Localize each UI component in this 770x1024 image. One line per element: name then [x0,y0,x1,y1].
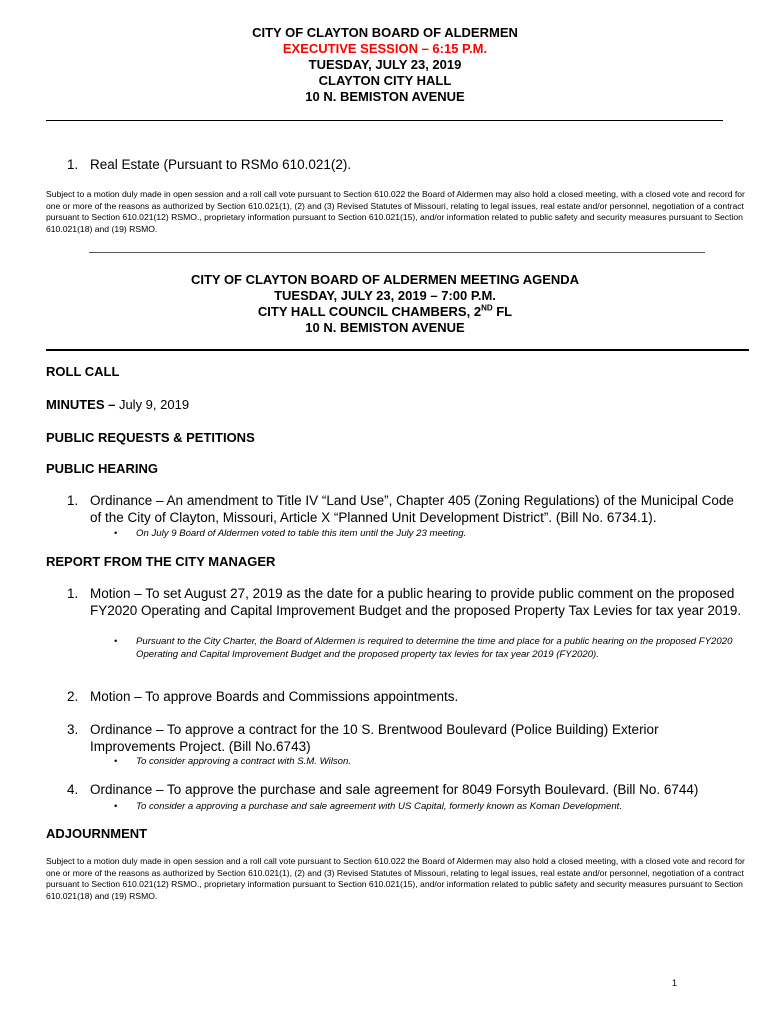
exec-date: TUESDAY, JULY 23, 2019 [308,57,462,72]
exec-location: CLAYTON CITY HALL [318,73,452,88]
public-hearing-item [67,493,747,526]
city-manager-note [114,756,744,769]
bullet-icon: • [114,801,118,812]
note-text: On July 9 Board of Aldermen voted to table this item until the July 23 meeting. [136,528,467,539]
city-manager-item [67,586,747,619]
item-text: Ordinance – An amendment to Title IV “Land Use”, Chapter 405 (Zoning Regulations) of the Municipal Code of the City of Clayton, Missouri, Article X “Planned Unit Development District”. (Bill No. 6734.1). [90,493,734,525]
city-manager-item [67,689,747,706]
public-requests-heading: PUBLIC REQUESTS & PETITIONS [46,430,255,445]
item-text: Ordinance – To approve a contract for the 10 S. Brentwood Boulevard (Police Building) Exterior Improvements Project. (Bill No.6743) [90,722,659,754]
item-text: Motion – To approve Boards and Commissions appointments. [90,689,459,704]
exec-address: 10 N. BEMISTON AVENUE [305,89,465,104]
city-manager-item [67,782,747,799]
minutes-heading [46,397,189,412]
bullet-icon: • [114,636,118,647]
note-text: Pursuant to the City Charter, the Board of Aldermen is required to determine the time and place for a public hearing on the proposed FY2020 Operating and Capital Improvement Budget and the proposed property tax levies for tax year 2019 (FY2020). [136,636,733,660]
bullet-icon: • [114,528,118,539]
minutes-date: July 9, 2019 [115,397,190,412]
note-text: To consider a approving a purchase and sale agreement with US Capital, formerly known as Koman Development. [136,801,622,812]
minutes-label: MINUTES – [46,397,116,412]
city-manager-note [114,636,744,661]
divider-thick [46,349,749,351]
exec-item-number: 1. [67,157,79,172]
roll-call-heading: ROLL CALL [46,364,120,379]
item-text: Motion – To set August 27, 2019 as the date for a public hearing to provide public comment on the proposed FY2020 Operating and Capital Improvement Budget and the proposed Property Tax Levies for tax year 2019. [90,586,742,618]
city-manager-item [67,722,747,755]
city-manager-note [114,801,744,814]
executive-session-header [0,25,770,105]
item-number: 4. [67,782,79,797]
agenda-title: CITY OF CLAYTON BOARD OF ALDERMEN MEETING AGENDA [190,272,580,287]
page-number: 1 [672,978,678,988]
item-number: 1. [67,586,79,601]
item-number: 3. [67,722,79,737]
item-number: 1. [67,493,79,508]
agenda-date-time: TUESDAY, JULY 23, 2019 – 7:00 P.M. [274,288,496,303]
divider-top [46,120,723,121]
exec-item-text: Real Estate (Pursuant to RSMo 610.021(2). [90,157,352,172]
public-hearing-note [114,528,744,541]
closing-closed-meeting-notice: Subject to a motion duly made in open session and a roll call vote pursuant to Section 610.022 the Board of Aldermen may also hold a closed meeting, with a closed vote and record for one or more of the reasons as authorized by Section 610.021(1), (2) and (3) Revised Statutes of Missouri, relating to legal issues, real estate and/or personnel, negotiation of a contract pursuant to Section 610.021(12) RSMO., proprietary information pursuant to Section 610.021(15), and/or information related to public safety and security measures pursuant to Section 610.021(18) and (19) RSMO. [46,856,745,901]
note-text: To consider approving a contract with S.M. Wilson. [136,756,351,767]
agenda-address: 10 N. BEMISTON AVENUE [305,320,465,335]
item-number: 2. [67,689,79,704]
exec-closed-meeting-notice: Subject to a motion duly made in open session and a roll call vote pursuant to Section 610.022 the Board of Aldermen may also hold a closed meeting, with a closed vote and record for one or more of the reasons as authorized by Section 610.021(1), (2) and (3) Revised Statutes of Missouri, relating to legal issues, real estate and/or personnel, negotiation of a contract pursuant to Section 610.021(12) RSMO., proprietary information pursuant to Section 610.021(15), and/or information related to public safety and security measures pursuant to Section 610.021(18) and (19) RSMO. [46,189,745,234]
exec-item [67,157,351,172]
adjournment-heading: ADJOURNMENT [46,826,148,841]
exec-title: CITY OF CLAYTON BOARD OF ALDERMEN [252,25,518,40]
exec-session-time: EXECUTIVE SESSION – 6:15 P.M. [282,41,488,56]
bullet-icon: • [114,756,118,767]
agenda-header [0,272,770,336]
city-manager-heading: REPORT FROM THE CITY MANAGER [46,554,276,569]
divider-middle [89,252,705,253]
public-hearing-heading: PUBLIC HEARING [46,461,158,476]
item-text: Ordinance – To approve the purchase and sale agreement for 8049 Forsyth Boulevard. (Bill No. 6744) [90,782,699,797]
agenda-location: CITY HALL COUNCIL CHAMBERS, 2ND FL [257,303,513,319]
